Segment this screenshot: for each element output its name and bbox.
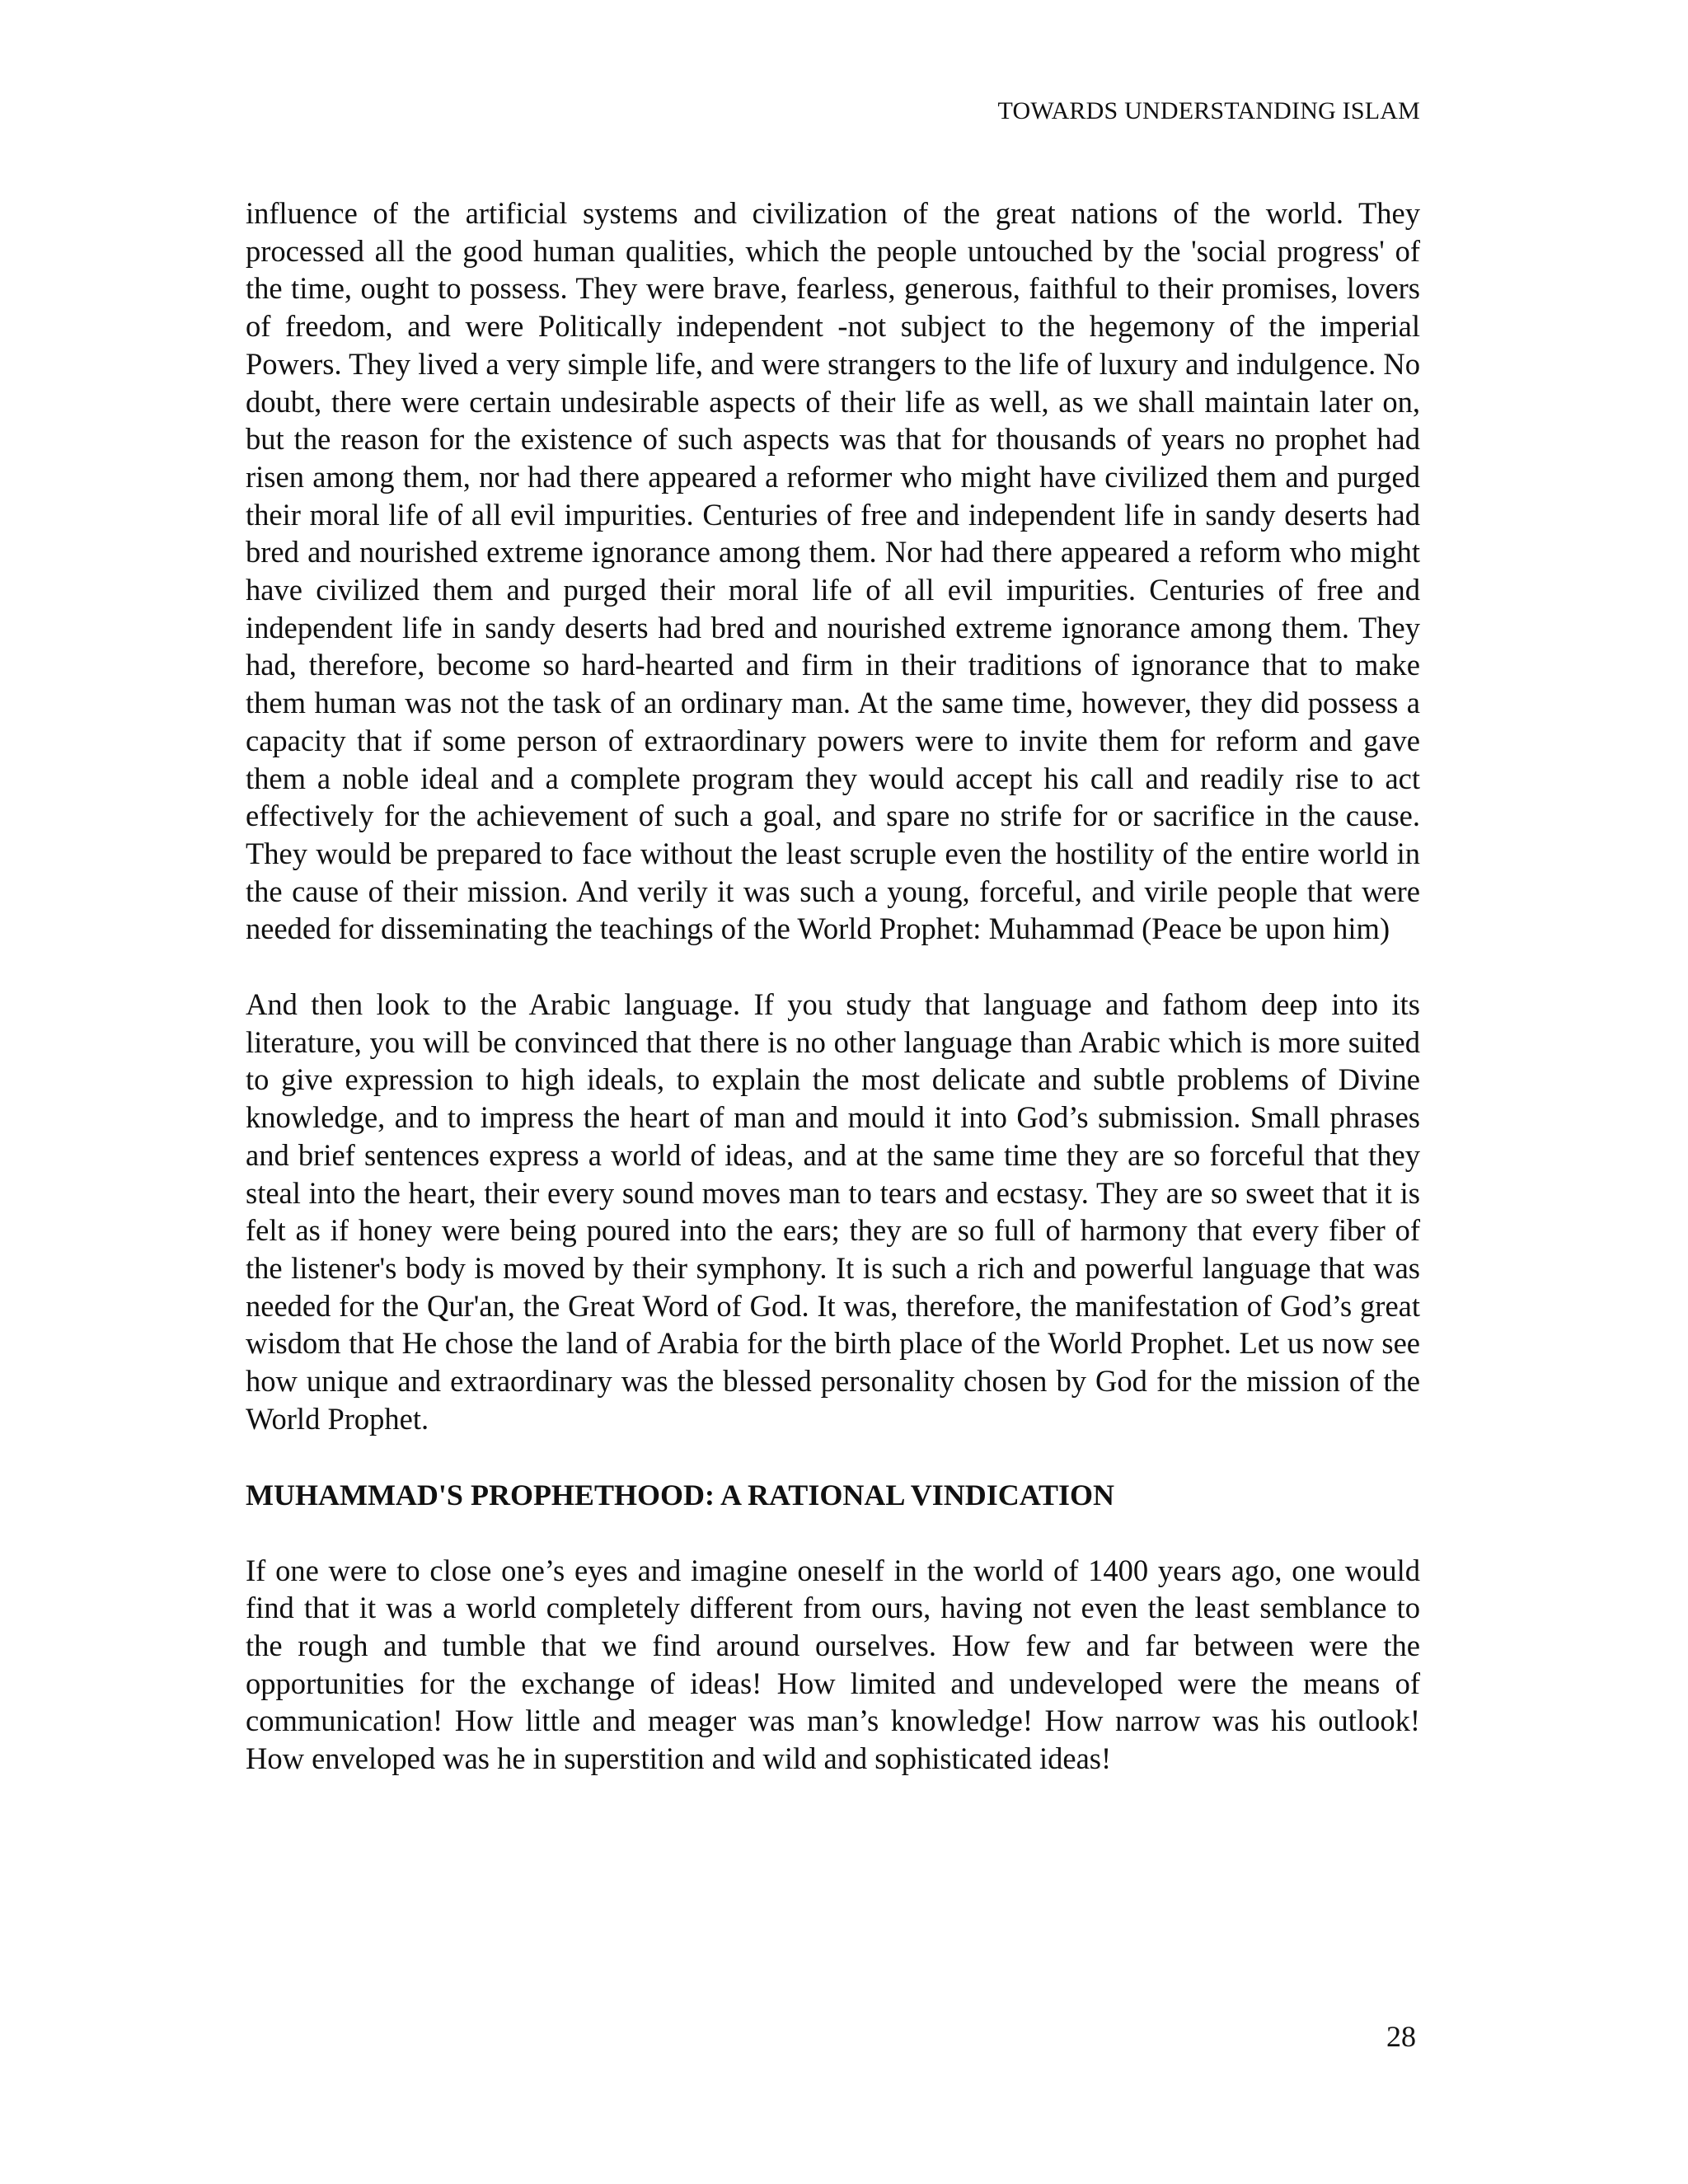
body-paragraph-3: If one were to close one’s eyes and imagine oneself in the world of 1400 years ago, one would find that it was a world completely different from ours, having not even the least semblance to the rough and tumble that we find around ourselves. How few and far between were the opportunities for the exchange of ideas! How limited and undeveloped were the means of communication! How little and meager was man’s knowledge! How narrow was his outlook! How enveloped was he in superstition and wild and sophisticated ideas! [246,1553,1420,1776]
running-header: TOWARDS UNDERSTANDING ISLAM [997,97,1420,124]
page-body [246,194,1420,1778]
body-paragraph-2: And then look to the Arabic language. If you study that language and fathom deep into its literature, you will be convinced that there is no other language than Arabic which is more suited to give expression to high ideals, to explain the most delicate and subtle problems of Divine knowledge, and to impress the heart of man and mould it into God’s submission. Small phrases and brief sentences express a world of ideas, and at the same time they are so forceful that they steal into the heart, their every sound moves man to tears and ecstasy. They are so sweet that it is felt as if honey were being poured into the ears; they are so full of harmony that every fiber of the listener's body is moved by their symphony. It is such a rich and powerful language that was needed for the Qur'an, the Great Word of God. It was, therefore, the manifestation of God’s great wisdom that He chose the land of Arabia for the birth place of the World Prophet. Let us now see how unique and extraordinary was the blessed personality chosen by God for the mission of the World Prophet. [246,987,1420,1436]
page-number: 28 [1386,2020,1416,2053]
body-paragraph-1: influence of the artificial systems and civilization of the great nations of the world. They processed all the good human qualities, which the people untouched by the 'social progress' of the time, ought to possess. They were brave, fearless, generous, faithful to their promises, lovers of freedom, and were Politically independent -not subject to the hegemony of the imperial Powers. They lived a very simple life, and were strangers to the life of luxury and indulgence. No doubt, there were certain undesirable aspects of their life as well, as we shall maintain later on, but the reason for the existence of such aspects was that for thousands of years no prophet had risen among them, nor had there appeared a reformer who might have civilized them and purged their moral life of all evil impurities. Centuries of free and independent life in sandy deserts had bred and nourished extreme ignorance among them. Nor had there appeared a reform who might have civilized them and purged their moral life of all evil impurities. Centuries of free and independent life in sandy deserts had bred and nourished extreme ignorance among them. They had, therefore, become so hard-hearted and firm in their traditions of ignorance that to make them human was not the task of an ordinary man. At the same time, however, they did possess a capacity that if some person of extraordinary powers were to invite them for reform and gave them a noble ideal and a complete program they would accept his call and readily rise to act effectively for the achievement of such a goal, and spare no strife for or sacrifice in the cause. They would be prepared to face without the least scruple even the hostility of the entire world in the cause of their mission. And verily it was such a young, forceful, and virile people that were needed for disseminating the teachings of the World Prophet: Muhammad (Peace be upon him) [246,196,1420,946]
section-heading: MUHAMMAD'S PROPHETHOOD: A RATIONAL VINDICATION [246,1478,1115,1511]
